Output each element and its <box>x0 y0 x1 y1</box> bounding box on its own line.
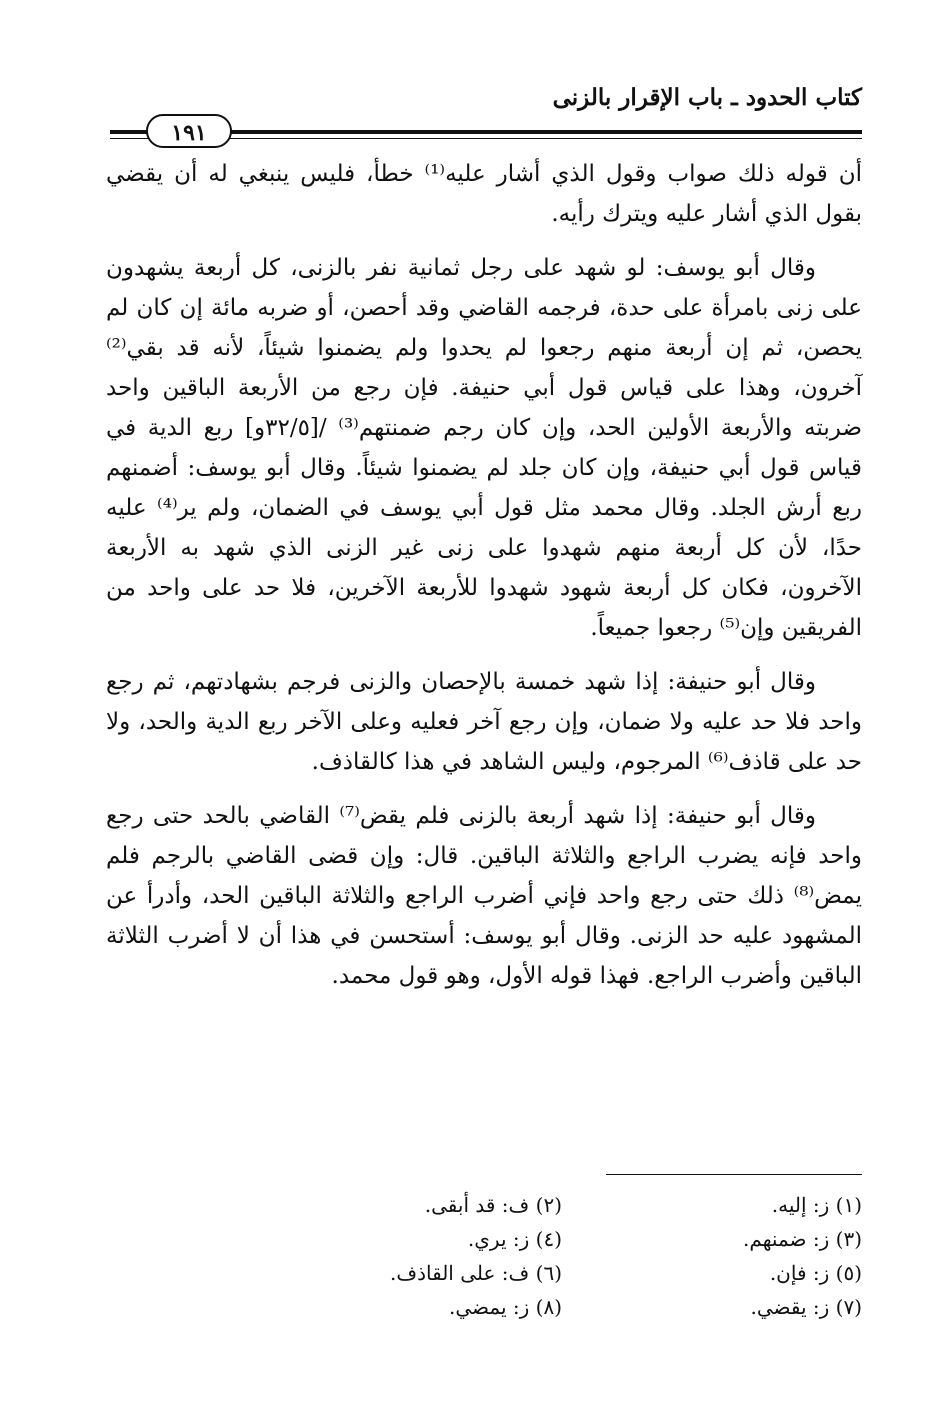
footnote: (٤) ز: يري. <box>467 1227 562 1251</box>
paragraph: وقال أبو يوسف: لو شهد على رجل ثمانية نفر بالزنى، كل أربعة يشهدون على زنى بامرأة على حدة، فرجمه القاضي وقد أحصن، أو ضربه مائة إن كان لم يحصن، ثم إن أربعة منهم رجعوا لم يحدوا ولم يضمنوا شيئاً، لأنه قد بقي⁽²⁾ آخرون، وهذا على قياس قول أبي حنيفة. فإن رجع من الأربعة الباقين واحد ضربته والأربعة الأولين الحد، وإن كان رجم ضمنتهم⁽³⁾ /[٣٢/٥و] ربع الدية في قياس قول أبي حنيفة، وإن كان جلد لم يضمنوا شيئاً. وقال أبو يوسف: أضمنهم ربع أرش الجلد. وقال محمد مثل قول أبي يوسف في الضمان، ولم ير⁽⁴⁾ عليه حدًا، لأن كل أربعة منهم شهدوا على زنى غير الزنى الذي شهد به الأربعة الآخرون، فكان كل أربعة شهود شهدوا للأربعة الآخرين، فلا حد على واحد من الفريقين وإن⁽⁵⁾ رجعوا جميعاً. <box>106 255 862 641</box>
footnote-separator <box>606 1174 862 1175</box>
footnote: (٨) ز: يمضي. <box>449 1295 562 1319</box>
page-number: ١٩١ <box>146 114 232 148</box>
footnote: (٦) ف: على القاذف. <box>390 1261 562 1285</box>
paragraph: وقال أبو حنيفة: إذا شهد أربعة بالزنى فلم يقض⁽⁷⁾ القاضي بالحد حتى رجع واحد فإنه يضرب الراجع والثلاثة الباقين. قال: وإن قضى القاضي بالرجم فلم يمض⁽⁸⁾ ذلك حتى رجع واحد فإني أضرب الراجع والثلاثة الباقين الحد، وأدرأ عن المشهود عليه حد الزنى. وقال أبو يوسف: أستحسن في هذا أن لا أضرب الثلاثة الباقين وأضرب الراجع. فهذا قوله الأول، وهو قول محمد. <box>106 803 862 989</box>
footnote: (١) ز: إليه. <box>771 1193 862 1217</box>
footnote: (٥) ز: فإن. <box>769 1261 862 1285</box>
footnote: (٣) ز: ضمنهم. <box>743 1227 862 1251</box>
footnote: (٢) ف: قد أبقى. <box>424 1193 562 1217</box>
footnote: (٧) ز: يقضي. <box>750 1295 862 1319</box>
paragraph: وقال أبو حنيفة: إذا شهد خمسة بالإحصان والزنى فرجم بشهادتهم، ثم رجع واحد فلا حد عليه ولا ضمان، وإن رجع آخر فعليه وعلى الآخر ربع الدية والحد، ولا حد على قاذف⁽⁶⁾ المرجوم، وليس الشاهد في هذا كالقاذف. <box>106 669 862 775</box>
paragraph: أن قوله ذلك صواب وقول الذي أشار عليه⁽¹⁾ خطأ، فليس ينبغي له أن يقضي بقول الذي أشار عليه ويترك رأيه. <box>106 161 862 227</box>
main-text <box>106 154 862 1010</box>
page-header <box>110 78 862 148</box>
running-title: كتاب الحدود ـ باب الإقرار بالزنى <box>552 84 862 111</box>
footnotes <box>296 1188 862 1324</box>
